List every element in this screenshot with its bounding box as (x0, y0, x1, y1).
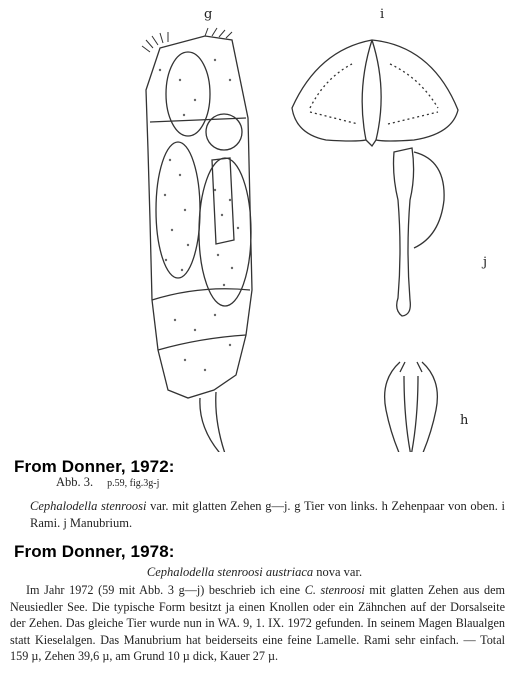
paragraph-species-name: C. stenroosi (304, 583, 365, 597)
source-heading-1978: From Donner, 1978: (14, 542, 175, 561)
figure-g-animal-drawing (146, 36, 252, 452)
figure-i-rami-drawing (292, 40, 458, 146)
figure-number-label: Abb. 3. (56, 475, 94, 489)
figure-number (56, 475, 159, 490)
paragraph-text-rest: mit glatten Zehen aus dem Neusiedler See. Die typische Form besitzt ja einen Knollen oder ein Zähnchen auf der Dorsalseite der Zehen. Das gleiche Tier wurde nun in WA. 9, 1. IX. 1972 gefunden. In seinem Magen Blaualgen statt Kieselalgen. Das Manubrium hat beiderseits eine feine Lamelle. Rami sehr einfach. — Total 159 µ, Zehen 39,6 µ, am Grund 10 µ dick, Kauer 27 µ. (10, 583, 505, 664)
figure-label-h: h (460, 413, 469, 428)
figure-page-reference: p.59, fig.3g-j (107, 478, 160, 489)
taxon-name: Cephalodella stenroosi austriaca (146, 565, 314, 579)
figure-h-toes-drawing (385, 362, 438, 452)
figure-label-j: j (483, 255, 488, 270)
caption-text: var. mit glatten Zehen g—j. g Tier von links. h Zehenpaar von oben. i Rami. j Manubrium. (30, 499, 505, 530)
taxon-title (0, 565, 509, 580)
figure-label-i: i (380, 7, 385, 22)
description-paragraph-1978 (10, 582, 505, 665)
figure-j-manubrium-drawing (394, 148, 445, 316)
paragraph-text-start: Im Jahr 1972 (59 mit Abb. 3 g—j) beschrieb ich eine (26, 583, 305, 597)
source-heading-1972: From Donner, 1972: (14, 457, 175, 476)
figure-label-g: g (204, 7, 213, 22)
caption-species-name: Cephalodella stenroosi (30, 499, 147, 513)
taxon-suffix: nova var. (313, 565, 363, 579)
figure-caption-1972 (30, 498, 505, 532)
figure-g-cilia (142, 28, 232, 52)
